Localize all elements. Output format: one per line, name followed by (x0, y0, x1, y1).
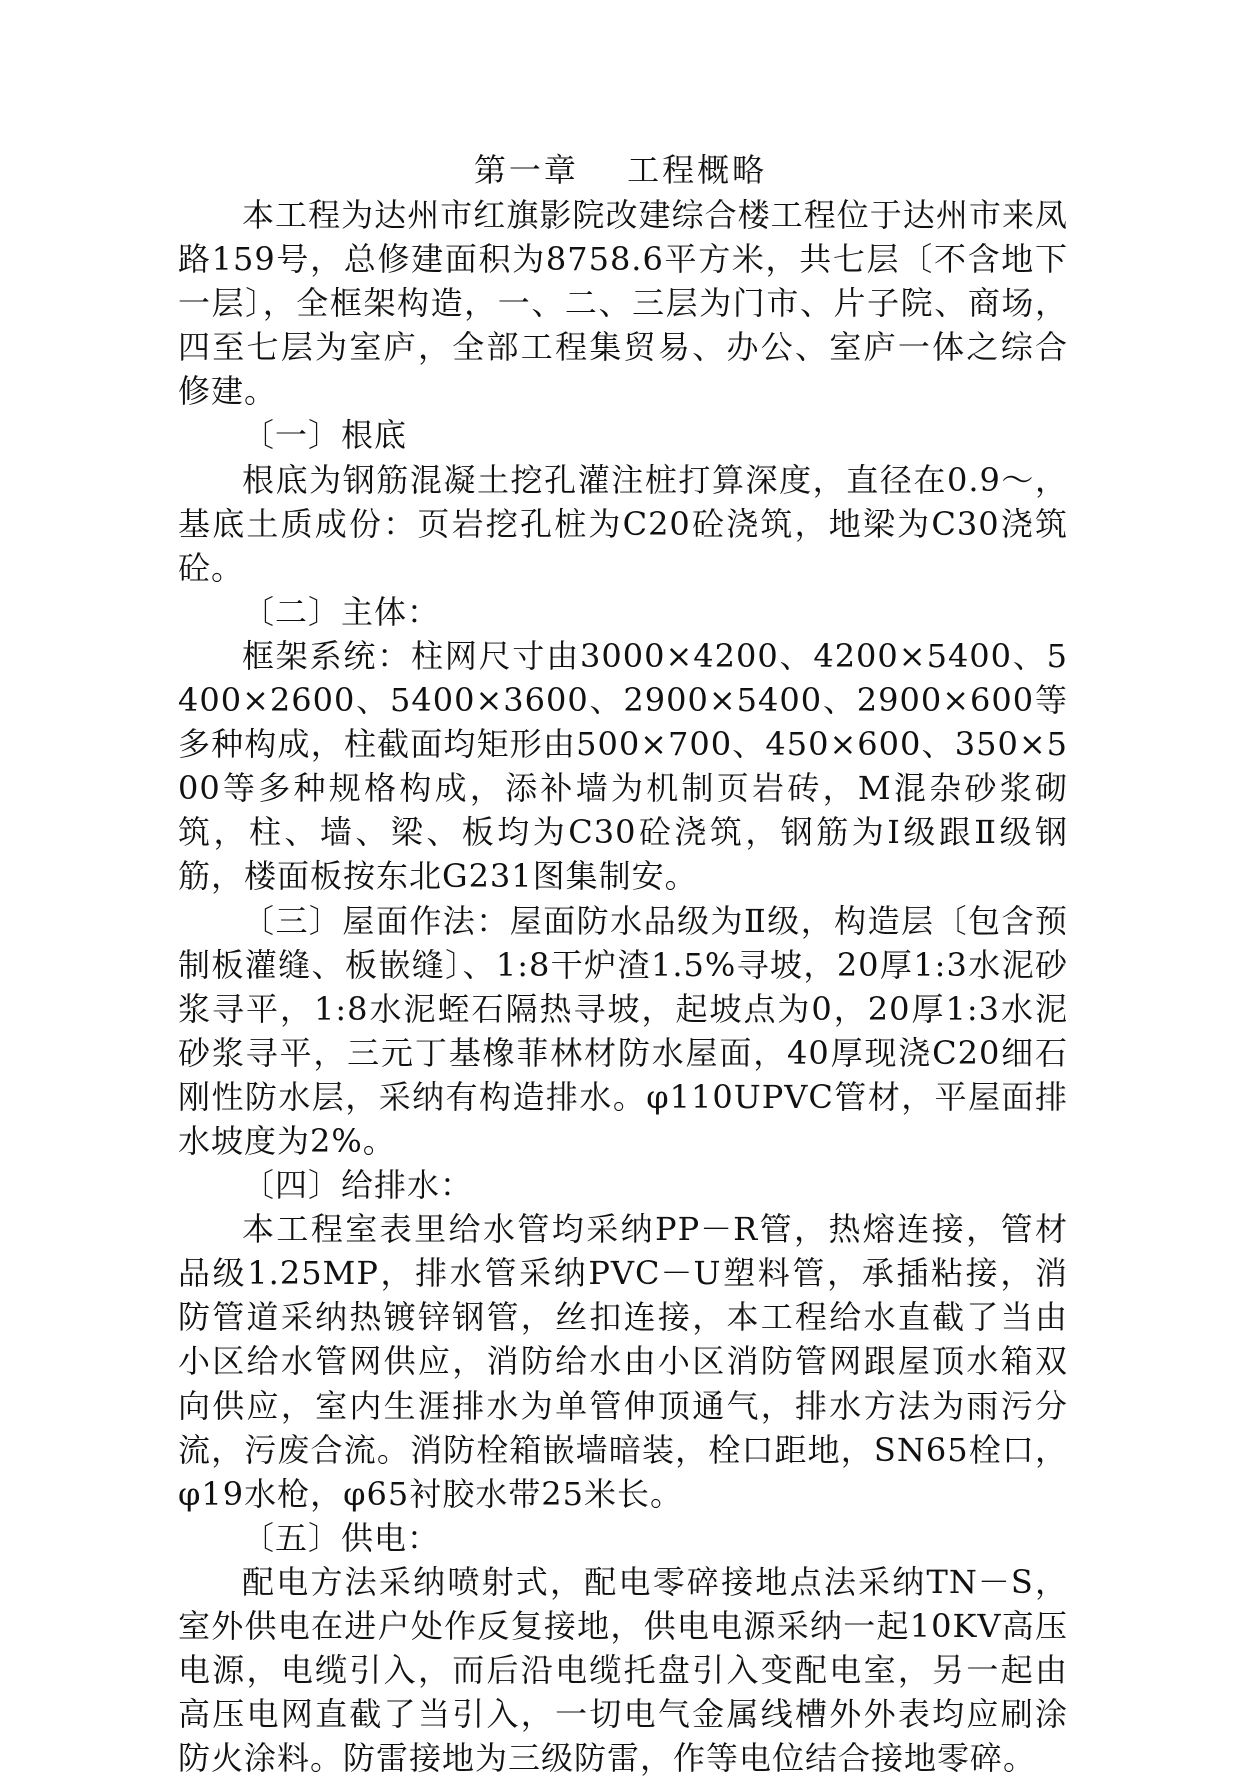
section-heading-water-supply: 〔四〕给排水： (242, 1166, 474, 1205)
overview-paragraph: 本工程为达州市红旗影院改建综合楼工程位于达州市来凤路159号，总修建面积为8758.6平方米，共七层〔不含地下一层〕，全框架构造，一、二、三层为门市、片子院、商场，四至七层为室庐，全部工程集贸易、办公、室庐一体之综合修建。 (178, 196, 1068, 411)
roof-paragraph: 〔三〕屋面作法：屋面防水品级为Ⅱ级，构造层〔包含预制板灌缝、板嵌缝〕、1:8干炉渣1.5%寻坡，20厚1:3水泥砂浆寻平，1:8水泥蛭石隔热寻坡，起坡点为0，20厚1:3水泥砂浆寻平，三元丁基橡菲林材防水屋面，40厚现浇C20细石刚性防水层，采纳有构造排水。φ110UPVC管材，平屋面排水坡度为2%。 (178, 901, 1068, 1160)
chapter-title: 第一章 工程概略 (473, 151, 768, 189)
section-heading-foundation: 〔一〕根底 (242, 416, 408, 455)
section-heading-power-supply: 〔五〕供电： (242, 1518, 441, 1557)
power-supply-paragraph: 配电方法采纳喷射式，配电零碎接地点法采纳TN－S，室外供电在进户处作反复接地，供电电源采纳一起10KV高压电源，电缆引入，而后沿电缆托盘引入变配电室，另一起由高压电网直截了当引入，一切电气金属线槽外外表均应刷涂防火涂料。防雷接地为三级防雷，作等电位结合接地零碎。 (178, 1562, 1068, 1778)
frame-system-paragraph: 框架系统：柱网尺寸由3000×4200、4200×5400、5400×2600、5400×3600、2900×5400、2900×600等多种构成，柱截面均矩形由500×700、450×600、350×500等多种规格构成，添补墙为机制页岩砖，M混杂砂浆砌筑，柱、墙、梁、板均为C30砼浇筑，钢筋为Ⅰ级跟Ⅱ级钢筋，楼面板按东北G231图集制安。 (178, 636, 1068, 896)
water-supply-paragraph: 本工程室表里给水管均采纳PP－R管，热熔连接，管材品级1.25MP，排水管采纳PVC－U塑料管，承插粘接，消防管道采纳热镀锌钢管，丝扣连接，本工程给水直截了当由小区给水管网供应，消防给水由小区消防管网跟屋顶水箱双向供应，室内生涯排水为单管伸顶通气，排水方法为雨污分流，污废合流。消防栓箱嵌墙暗装，栓口距地，SN65栓口，φ19水枪，φ65衬胶水带25米长。 (178, 1210, 1068, 1513)
document-body (178, 193, 1068, 1780)
foundation-paragraph: 根底为钢筋混凝土挖孔灌注桩打算深度，直径在0.9～，基底土质成份：页岩挖孔桩为C20砼浇筑，地梁为C30浇筑砼。 (178, 460, 1068, 587)
section-heading-main-structure: 〔二〕主体： (242, 592, 441, 631)
